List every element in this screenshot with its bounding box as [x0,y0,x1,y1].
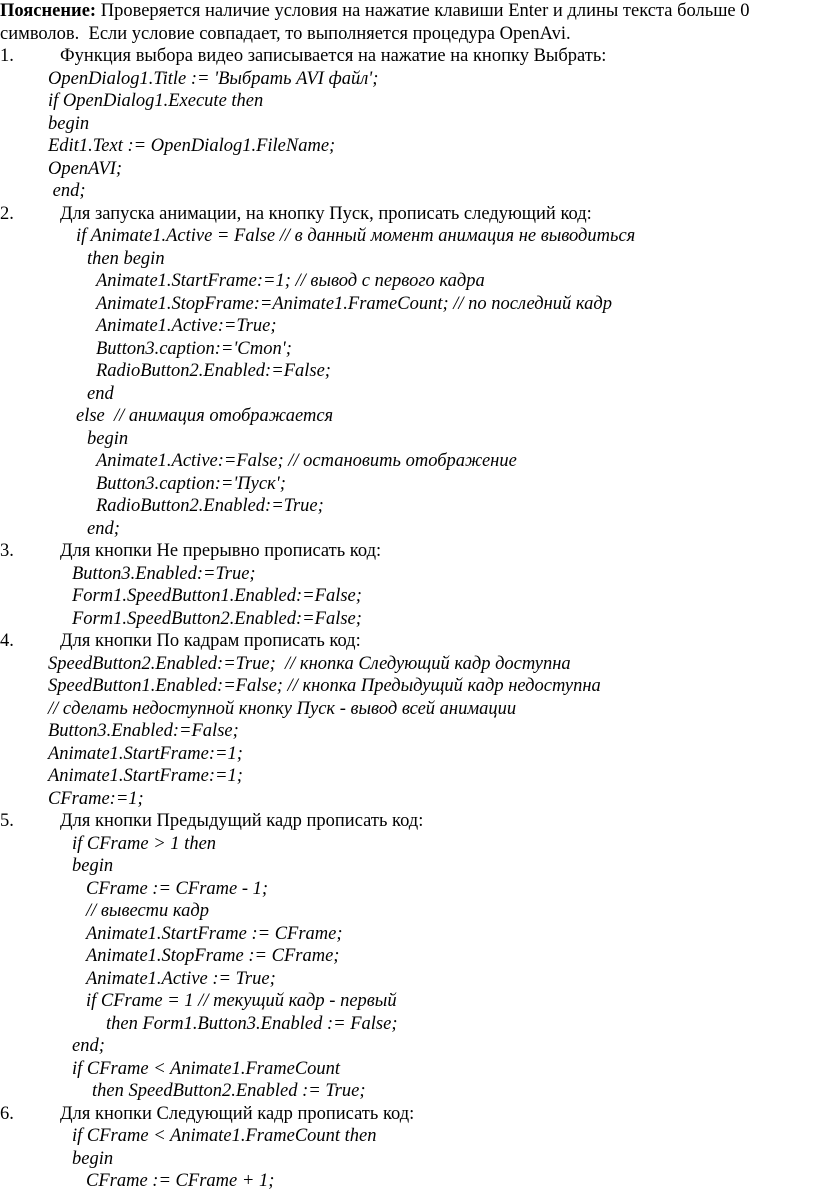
code-line: end; [87,518,120,539]
code-line: begin [48,113,90,134]
section-number: 5. [0,811,14,831]
section-number: 1. [0,46,14,66]
code-line: Animate1.StopFrame:=Animate1.FrameCount; // по последний кадр [96,293,612,314]
explanation-line-2: символов. Если условие совпадает, то выполняется процедура OpenAvi. [0,23,571,44]
code-line: if Animate1.Active = False // в данный момент анимация не выводиться [76,226,636,246]
code-line: Button3.caption:='Пуск'; [96,473,286,494]
code-line: OpenAVI; [48,158,123,179]
code-line: begin [87,428,129,449]
code-line: Animate1.Active := True; [86,968,276,989]
code-line: Edit1.Text := OpenDialog1.FileName; [48,136,336,156]
section-title: Для кнопки Предыдущий кадр прописать код: [60,811,424,831]
section-number: 3. [0,541,14,561]
code-line: Button3.Enabled:=False; [48,721,239,741]
code-line: // вывести кадр [86,901,209,921]
code-line: SpeedButton2.Enabled:=True; // кнопка Следующий кадр доступна [48,653,571,674]
code-line: if CFrame < Animate1.FrameCount [72,1058,341,1079]
code-line: end; [48,181,86,201]
explanation-text-1: Проверяется наличие условия на нажатие клавиши Enter и длины текста больше 0 [96,1,750,21]
code-line: else // анимация отображается [76,406,334,426]
section-title: Для запуска анимации, на кнопку Пуск, прописать следующий код: [60,203,592,224]
code-line: CFrame := CFrame - 1; [86,878,269,899]
code-line: OpenDialog1.Title := 'Выбрать AVI файл'; [48,68,379,89]
code-line: Button3.caption:='Стоп'; [96,338,292,359]
section-number: 2. [0,203,14,224]
code-line: RadioButton2.Enabled:=False; [96,361,331,381]
code-line: Animate1.StartFrame := CFrame; [86,923,343,944]
code-line: Animate1.StartFrame:=1; [48,766,243,786]
explanation-label: Пояснение: [0,1,97,21]
section-number: 4. [0,631,14,651]
code-line: begin [72,1148,114,1169]
code-line: Form1.SpeedButton2.Enabled:=False; [72,608,362,629]
code-line: Animate1.Active:=True; [96,316,277,336]
code-line: if CFrame > 1 then [72,833,217,854]
code-line: end; [72,1036,105,1056]
code-line: then SpeedButton2.Enabled := True; [92,1081,366,1101]
code-line: // сделать недоступной кнопку Пуск - вывод всей анимации [48,698,517,719]
code-line: Animate1.Active:=False; // остановить отображение [96,451,517,471]
code-line: then begin [87,248,165,269]
section-number: 6. [0,1103,14,1124]
code-line: begin [72,856,114,876]
section-title: Для кнопки Не прерывно прописать код: [60,541,382,561]
code-line: end [87,383,114,404]
code-line: then Form1.Button3.Enabled := False; [106,1013,398,1034]
code-line: SpeedButton1.Enabled:=False; // кнопка Предыдущий кадр недоступна [48,676,601,696]
code-line: if CFrame < Animate1.FrameCount then [72,1126,377,1146]
code-line: CFrame := CFrame + 1; [86,1171,275,1191]
code-line: Button3.Enabled:=True; [72,563,256,584]
code-line: Animate1.StartFrame:=1; // вывод с первого кадра [96,271,485,291]
code-line: if CFrame = 1 // текущий кадр - первый [86,991,397,1011]
section-title: Для кнопки По кадрам прописать код: [60,631,361,651]
code-line: Animate1.StartFrame:=1; [48,743,243,764]
section-title: Для кнопки Следующий кадр прописать код: [60,1103,415,1124]
code-line: Form1.SpeedButton1.Enabled:=False; [72,586,362,606]
code-line: if OpenDialog1.Execute then [48,91,264,111]
explanation-line-1 [0,0,750,22]
code-line: RadioButton2.Enabled:=True; [96,496,324,516]
code-line: Animate1.StopFrame := CFrame; [86,946,340,966]
section-title: Функция выбора видео записывается на нажатие на кнопку Выбрать: [60,46,607,66]
code-line: CFrame:=1; [48,788,144,809]
